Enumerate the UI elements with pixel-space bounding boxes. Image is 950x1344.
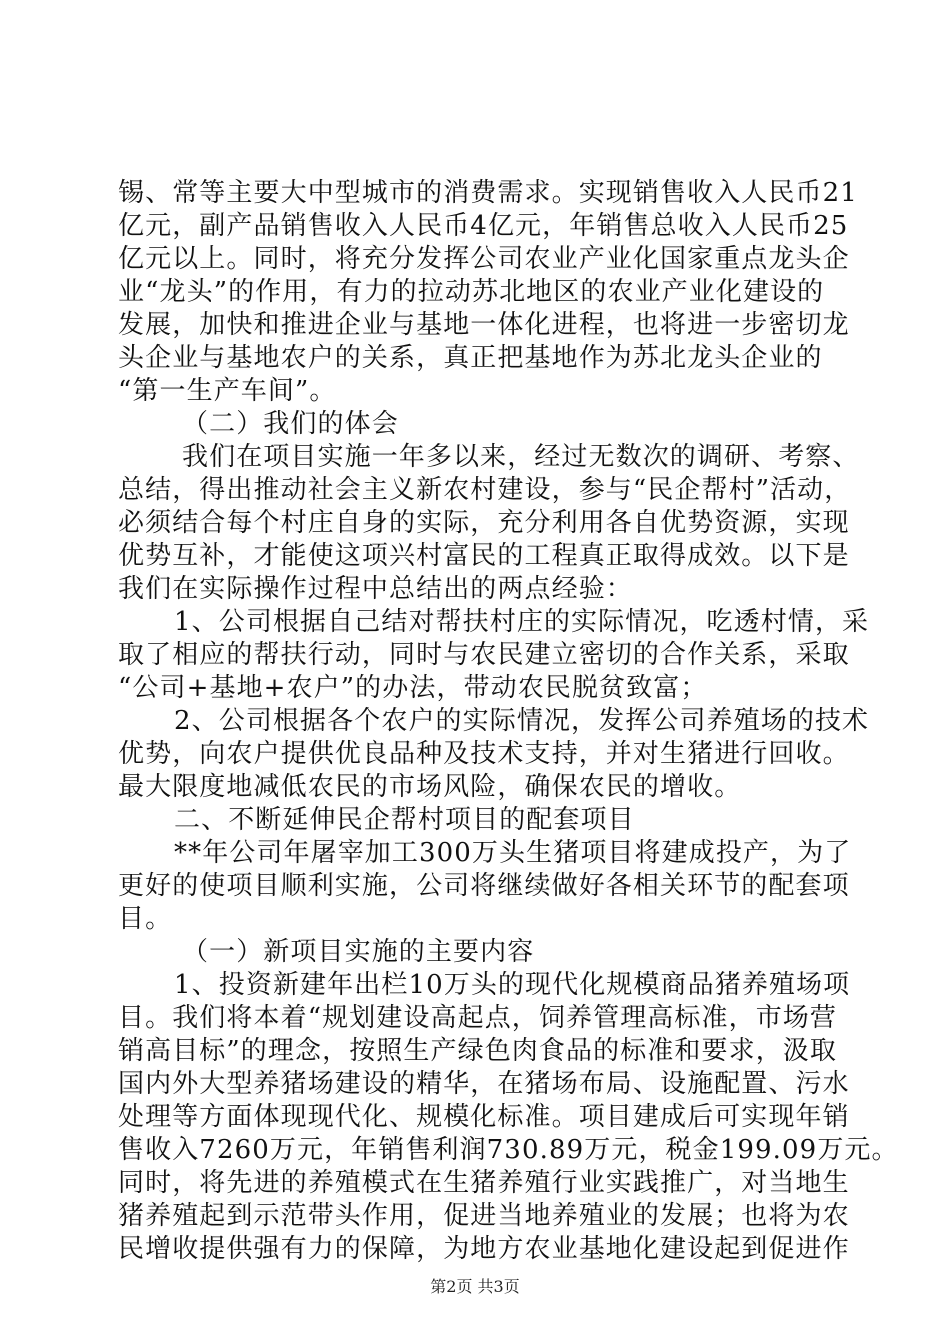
text-line: 2、公司根据各个农户的实际情况，发挥公司养殖场的技术 bbox=[174, 706, 870, 736]
text-line: 亿元，副产品销售收入人民币4亿元，年销售总收入人民币25 bbox=[118, 211, 849, 241]
section-heading: （二）我们的体会 bbox=[182, 409, 399, 439]
text-line: “第一生产车间”。 bbox=[118, 376, 337, 406]
section-heading: （一）新项目实施的主要内容 bbox=[182, 937, 535, 967]
text-line: 取了相应的帮扶行动，同时与农民建立密切的合作关系，采取 bbox=[118, 640, 850, 670]
text-line: 更好的使项目顺利实施，公司将继续做好各相关环节的配套项 bbox=[118, 871, 850, 901]
page-footer: 第2页 共3页 bbox=[430, 1277, 520, 1296]
text-line: 售收入7260万元，年销售利润730.89万元，税金199.09万元。 bbox=[118, 1135, 899, 1165]
text-line: 民增收提供强有力的保障，为地方农业基地化建设起到促进作 bbox=[118, 1234, 850, 1264]
text-line: 总结，得出推动社会主义新农村建设，参与“民企帮村”活动， bbox=[118, 475, 852, 505]
text-line: 国内外大型养猪场建设的精华，在猪场布局、设施配置、污水 bbox=[118, 1069, 850, 1099]
text-line: 1、投资新建年出栏10万头的现代化规模商品猪养殖场项 bbox=[174, 970, 851, 1000]
text-line: 我们在项目实施一年多以来，经过无数次的调研、考察、 bbox=[182, 442, 860, 472]
text-line: 发展，加快和推进企业与基地一体化进程，也将进一步密切龙 bbox=[118, 310, 850, 340]
text-line: 目。我们将本着“规划建设高起点，饲养管理高标准，市场营 bbox=[118, 1003, 837, 1033]
text-line: 我们在实际操作过程中总结出的两点经验： bbox=[118, 574, 633, 604]
section-heading: 二、不断延伸民企帮村项目的配套项目 bbox=[174, 805, 635, 835]
text-line: 优势，向农户提供优良品种及技术支持，并对生猪进行回收。 bbox=[118, 739, 850, 769]
text-line: 头企业与基地农户的关系，真正把基地作为苏北龙头企业的 bbox=[118, 343, 823, 373]
text-line: 目。 bbox=[118, 904, 173, 934]
text-line: 1、公司根据自己结对帮扶村庄的实际情况，吃透村情，采 bbox=[174, 607, 870, 637]
text-line: 必须结合每个村庄自身的实际，充分利用各自优势资源，实现 bbox=[118, 508, 850, 538]
text-line: 亿元以上。同时，将充分发挥公司农业产业化国家重点龙头企 bbox=[118, 244, 850, 274]
text-line: 猪养殖起到示范带头作用，促进当地养殖业的发展；也将为农 bbox=[118, 1201, 850, 1231]
text-line: **年公司年屠宰加工300万头生猪项目将建成投产，为了 bbox=[174, 838, 852, 868]
text-line: 最大限度地减低农民的市场风险，确保农民的增收。 bbox=[118, 772, 742, 802]
text-line: 业“龙头”的作用，有力的拉动苏北地区的农业产业化建设的 bbox=[118, 277, 825, 307]
text-line: 同时，将先进的养殖模式在生猪养殖行业实践推广，对当地生 bbox=[118, 1168, 850, 1198]
text-line: 处理等方面体现现代化、规模化标准。项目建成后可实现年销 bbox=[118, 1102, 850, 1132]
text-line: 销高目标”的理念，按照生产绿色肉食品的标准和要求，汲取 bbox=[118, 1036, 837, 1066]
text-line: “公司+基地+农户”的办法，带动农民脱贫致富； bbox=[118, 673, 708, 703]
text-line: 优势互补，才能使这项兴村富民的工程真正取得成效。以下是 bbox=[118, 541, 850, 571]
text-line: 锡、常等主要大中型城市的消费需求。实现销售收入人民币21 bbox=[118, 178, 858, 208]
